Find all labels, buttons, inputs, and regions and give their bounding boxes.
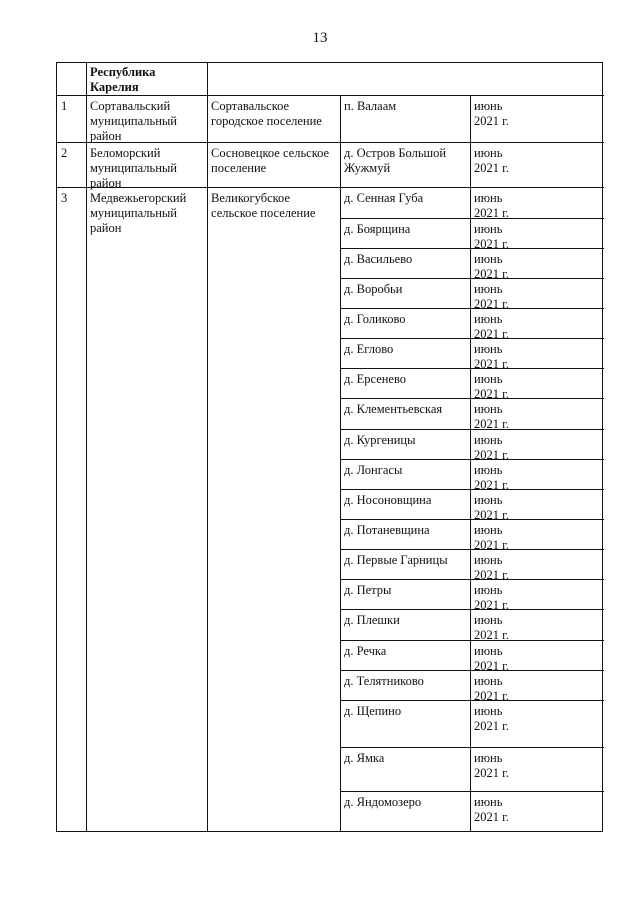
locality-name: д. Сенная Губа: [344, 191, 424, 205]
district-name-line: муниципальный: [90, 114, 177, 128]
locality-name: д. Васильево: [344, 252, 413, 266]
date-cell: [470, 372, 604, 402]
date-cell-line: июнь: [474, 282, 503, 296]
date-cell: [470, 312, 604, 342]
date-cell-line: июнь: [474, 372, 503, 386]
date-cell-line: 2021 г.: [474, 161, 509, 175]
locality-name: д. Петры: [344, 583, 392, 597]
date-cell-line: июнь: [474, 751, 503, 765]
date-cell-line: 2021 г.: [474, 508, 509, 522]
date-cell-line: июнь: [474, 553, 503, 567]
date-cell: [470, 553, 604, 583]
district-name-line: муниципальный: [90, 161, 177, 175]
date-cell-line: июнь: [474, 146, 503, 160]
district-name-line: муниципальный: [90, 206, 177, 220]
settlement-name: [207, 99, 340, 129]
date-cell: [470, 252, 604, 282]
date-cell-line: июнь: [474, 583, 503, 597]
date-cell: [470, 191, 604, 221]
row-number: 2: [61, 146, 68, 160]
date-cell-line: 2021 г.: [474, 297, 509, 311]
locality-name-line: п. Валаам: [344, 99, 397, 113]
locality-name: д. Кургеницы: [344, 433, 416, 447]
locality-name: д. Ямка: [344, 751, 385, 765]
settlement-name-line: Сосновецкое сельское: [211, 146, 330, 160]
region-header-line: Карелия: [90, 80, 139, 94]
date-cell-line: июнь: [474, 795, 503, 809]
row-number: 3: [61, 191, 68, 205]
date-cell-line: 2021 г.: [474, 387, 509, 401]
district-name: [86, 146, 207, 191]
date-cell: [470, 342, 604, 372]
date-cell-line: 2021 г.: [474, 327, 509, 341]
date-cell-line: июнь: [474, 493, 503, 507]
locality-name: д. Речка: [344, 644, 387, 658]
date-cell-line: 2021 г.: [474, 766, 509, 780]
district-name: [86, 99, 207, 144]
date-cell-line: 2021 г.: [474, 810, 509, 824]
locality-name: д. Носоновщина: [344, 493, 432, 507]
locality-name: [340, 99, 470, 114]
date-cell-line: июнь: [474, 463, 503, 477]
settlement-name-line: городское поселение: [211, 114, 322, 128]
locality-name: д. Яндомозеро: [344, 795, 422, 809]
date-cell-line: 2021 г.: [474, 448, 509, 462]
locality-name: д. Ерсенево: [344, 372, 407, 386]
locality-name: д. Воробьи: [344, 282, 403, 296]
date-cell-line: июнь: [474, 312, 503, 326]
row-number: 1: [61, 99, 68, 113]
date-cell-line: 2021 г.: [474, 114, 509, 128]
date-cell: [470, 463, 604, 493]
locality-name: д. Боярщина: [344, 222, 411, 236]
date-cell: [470, 674, 604, 704]
locality-name: д. Плешки: [344, 613, 400, 627]
district-name-line: Беломорский: [90, 146, 161, 160]
date-cell-line: июнь: [474, 342, 503, 356]
date-cell-line: июнь: [474, 222, 503, 236]
date-cell-line: 2021 г.: [474, 659, 509, 673]
locality-name: д. Клементьевская: [344, 402, 443, 416]
region-header: [86, 65, 207, 95]
date-cell-line: 2021 г.: [474, 478, 509, 492]
date-cell: [470, 795, 604, 825]
locality-name: д. Телятниково: [344, 674, 424, 688]
date-cell-line: 2021 г.: [474, 417, 509, 431]
settlement-name-line: поселение: [211, 161, 267, 175]
date-cell: [470, 613, 604, 643]
settlement-name-line: сельское поселение: [211, 206, 316, 220]
district-name-line: район: [90, 176, 122, 190]
date-cell: [470, 644, 604, 674]
date-cell-line: 2021 г.: [474, 628, 509, 642]
date-cell-line: 2021 г.: [474, 206, 509, 220]
locality-name: д. Еглово: [344, 342, 394, 356]
district-name-line: Сортавальский: [90, 99, 171, 113]
settlement-name-line: Великогубское: [211, 191, 291, 205]
district-name-line: Медвежьегорский: [90, 191, 187, 205]
date-cell: [470, 282, 604, 312]
date-cell-line: 2021 г.: [474, 267, 509, 281]
date-cell: [470, 222, 604, 252]
row-divider: [57, 95, 604, 96]
col-divider-district: [207, 63, 208, 831]
date-cell-line: июнь: [474, 99, 503, 113]
date-cell-line: июнь: [474, 191, 503, 205]
date-cell: [470, 433, 604, 463]
subrow-divider: [340, 747, 604, 748]
date-cell: [470, 751, 604, 781]
date-cell: [470, 493, 604, 523]
date-cell-line: июнь: [474, 613, 503, 627]
region-header-line: Республика: [90, 65, 156, 79]
locality-name: д. Первые Гарницы: [344, 553, 448, 567]
date-cell: [470, 523, 604, 553]
date-cell-line: 2021 г.: [474, 689, 509, 703]
locality-name-line: Жужмуй: [344, 161, 391, 175]
date-cell: [470, 146, 604, 176]
page-number: 13: [312, 30, 328, 46]
settlement-name: [207, 191, 340, 221]
date-cell-line: июнь: [474, 644, 503, 658]
locality-name-line: д. Остров Большой: [344, 146, 447, 160]
settlements-table: [56, 62, 603, 832]
date-cell-line: 2021 г.: [474, 237, 509, 251]
settlement-name-line: Сортавальское: [211, 99, 290, 113]
date-cell-line: июнь: [474, 704, 503, 718]
locality-name: д. Лонгасы: [344, 463, 403, 477]
subrow-divider: [340, 791, 604, 792]
date-cell-line: июнь: [474, 402, 503, 416]
locality-name: [340, 146, 470, 176]
date-cell-line: июнь: [474, 433, 503, 447]
settlement-name: [207, 146, 340, 176]
date-cell-line: 2021 г.: [474, 538, 509, 552]
date-cell-line: 2021 г.: [474, 568, 509, 582]
date-cell: [470, 99, 604, 129]
district-name-line: район: [90, 129, 122, 143]
date-cell-line: июнь: [474, 523, 503, 537]
date-cell-line: июнь: [474, 252, 503, 266]
locality-name: д. Щепино: [344, 704, 402, 718]
locality-name: д. Голиково: [344, 312, 406, 326]
date-cell: [470, 704, 604, 734]
date-cell-line: 2021 г.: [474, 719, 509, 733]
locality-name: д. Потаневщина: [344, 523, 430, 537]
date-cell: [470, 583, 604, 613]
date-cell: [470, 402, 604, 432]
date-cell-line: июнь: [474, 674, 503, 688]
district-name-line: район: [90, 221, 122, 235]
date-cell-line: 2021 г.: [474, 598, 509, 612]
district-name: [86, 191, 207, 236]
date-cell-line: 2021 г.: [474, 357, 509, 371]
